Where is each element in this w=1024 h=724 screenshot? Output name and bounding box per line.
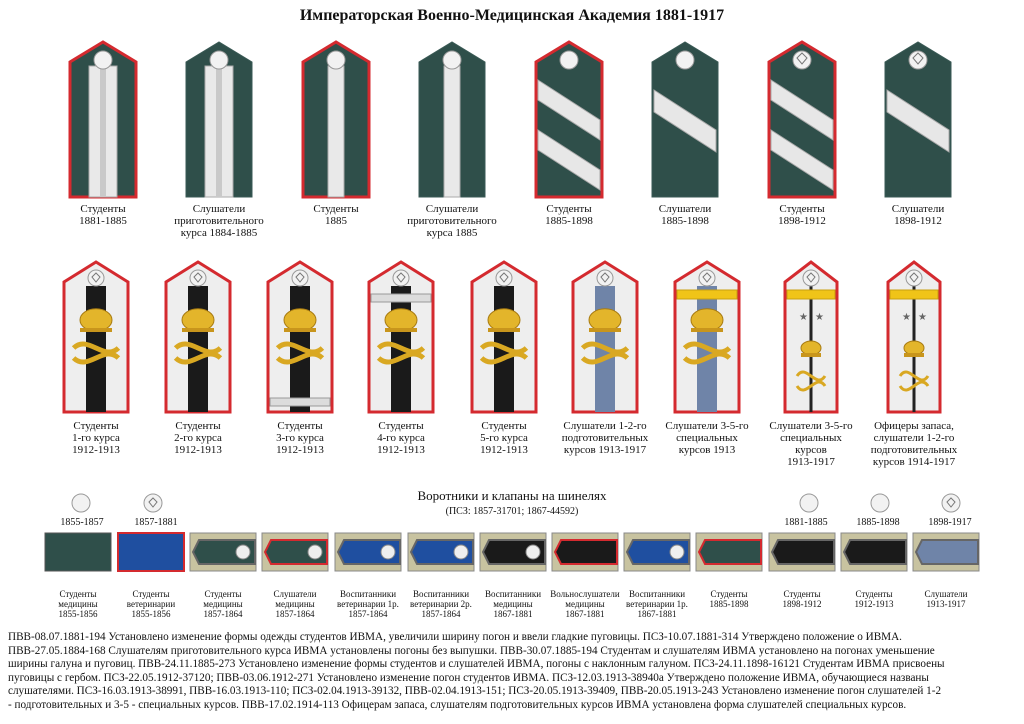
caption-line: 1912-1913 xyxy=(480,444,528,456)
board-caption xyxy=(645,420,769,456)
svg-text:★: ★ xyxy=(902,312,911,323)
collar-caption xyxy=(547,589,623,619)
shoulder-board xyxy=(301,40,371,199)
svg-text:★: ★ xyxy=(815,312,824,323)
collar-caption xyxy=(330,589,406,619)
shoulder-board xyxy=(534,40,604,199)
caption-line: 1885-1898 xyxy=(709,599,749,609)
caption-line: курсов 1913-1917 xyxy=(563,444,647,456)
caption-line: 1857-1864 xyxy=(275,609,315,619)
caption-line: 1898-1912 xyxy=(778,215,826,227)
collar-patch xyxy=(551,532,619,572)
shoulder-board xyxy=(68,40,138,199)
caption-line: Студенты xyxy=(80,203,126,215)
caption-line: Студенты xyxy=(779,203,825,215)
collar-caption xyxy=(185,589,261,619)
caption-line: 1857-1864 xyxy=(203,609,243,619)
shoulder-board xyxy=(184,40,254,199)
collar-caption xyxy=(764,589,840,609)
board-caption xyxy=(154,203,284,239)
caption-line: Студенты xyxy=(204,589,242,599)
collars-section-subtitle: (ПСЗ: 1857-31701; 1867-44592) xyxy=(445,506,579,517)
caption-line: 1867-1881 xyxy=(493,609,533,619)
caption-line: специальных xyxy=(780,432,842,444)
note-line: ширины галуна и пуговиц. ПВВ-24.11.1885-273 Установлено изменение формы студентов и слушателей ИВМА, погоны с наклонным галуном. ПСЗ-24.11.1898-16121 Студентам ИВМА присвоены xyxy=(8,658,945,670)
button-icon xyxy=(869,492,891,514)
note-line: - подготовительных и 3-5 - специальных курсов. ПВВ-17.02.1914-113 Офицерам запаса, слушателям подготовительных курсов ИВМА установлена форма слушателей специальных курсов. xyxy=(8,698,907,711)
board-caption xyxy=(387,203,517,239)
caption-line: слушатели 1-2-го xyxy=(873,432,955,444)
caption-line: медицины xyxy=(565,599,605,609)
board-caption xyxy=(620,203,750,227)
caption-line: Студенты xyxy=(710,589,748,599)
collar-patch xyxy=(407,532,475,572)
board-caption xyxy=(737,203,867,227)
collar-patch xyxy=(334,532,402,572)
collar-caption xyxy=(908,589,984,609)
caption-line: ветеринарии 1р. xyxy=(337,599,399,609)
caption-line: 1857-1864 xyxy=(348,609,388,619)
shoulder-board xyxy=(367,260,435,414)
caption-line: Вольнослушатели xyxy=(550,589,620,599)
board-caption xyxy=(271,203,401,227)
collar-patch xyxy=(189,532,257,572)
collar-patch xyxy=(695,532,763,572)
note-line: пуговицы с гербом. ПСЗ-22.05.1912-37120; ПВВ-03.06.1912-271 Установлено изменение погон студентов ИВМА. ПСЗ-12.03.1913-38940а Утверждено положение ИВМА, обучающиеся названы xyxy=(8,671,929,684)
collar-year-label: 1855-1857 xyxy=(60,517,104,528)
caption-line: 1867-1881 xyxy=(565,609,605,619)
collar-caption xyxy=(475,589,551,619)
collar-patch xyxy=(623,532,691,572)
caption-line: 4-го курса xyxy=(377,432,425,444)
caption-line: Офицеры запаса, xyxy=(874,420,954,432)
caption-line: 1881-1885 xyxy=(79,215,127,227)
board-caption xyxy=(504,203,634,227)
collar-year-label: 1898-1917 xyxy=(928,517,972,528)
caption-line: 1912-1913 xyxy=(377,444,425,456)
legislation-notes xyxy=(8,631,1018,712)
caption-line: курсов 1914-1917 xyxy=(872,456,956,468)
collar-caption xyxy=(619,589,695,619)
shoulder-board xyxy=(886,260,942,414)
collar-year-label: 1885-1898 xyxy=(856,517,900,528)
board-caption xyxy=(853,203,983,227)
caption-line: 1912-1913 xyxy=(276,444,324,456)
caption-line: Слушатели xyxy=(273,589,317,599)
caption-line: Студенты xyxy=(59,589,97,599)
caption-line: медицины xyxy=(58,599,98,609)
caption-line: приготовительного xyxy=(174,215,264,227)
caption-line: Слушатели xyxy=(924,589,968,599)
caption-line: Студенты xyxy=(132,589,170,599)
shoulder-board xyxy=(783,260,839,414)
caption-line: Студенты xyxy=(546,203,592,215)
caption-line: курсов xyxy=(795,444,827,456)
shoulder-board xyxy=(417,40,487,199)
caption-line: Слушатели xyxy=(192,203,246,215)
collar-year-label: 1857-1881 xyxy=(134,517,178,528)
shoulder-board xyxy=(883,40,953,199)
caption-line: Воспитанники xyxy=(484,589,542,599)
button-icon xyxy=(142,492,164,514)
caption-line: Воспитанники xyxy=(412,589,470,599)
collar-caption xyxy=(691,589,767,609)
caption-line: курса 1885 xyxy=(426,227,478,239)
caption-line: медицины xyxy=(203,599,243,609)
caption-line: Студенты xyxy=(783,589,821,599)
caption-line: Слушатели 1-2-го xyxy=(563,420,647,432)
caption-line: 5-го курса xyxy=(480,432,528,444)
caption-line: подготовительных xyxy=(561,432,649,444)
note-line: ПВВ-08.07.1881-194 Установлено изменение формы одежды студентов ИВМА, увеличили ширину погон и ввели гладкие пуговицы. ПСЗ-10.07.1881-314 Утверждено положение о ИВМА. xyxy=(8,631,902,643)
button-icon xyxy=(70,492,92,514)
caption-line: Воспитанники xyxy=(628,589,686,599)
shoulder-board xyxy=(650,40,720,199)
note-line: слушателями. ПСЗ-16.03.1913-38991, ПВВ-16.03.1913-110; ПСЗ-02.04.1913-39132, ПВВ-02.04.1913-151; ПСЗ-20.05.1913-39409, ПВВ-20.05.1913-243 Установлено изменение погон слушателей 1-2 xyxy=(8,685,942,697)
shoulder-board xyxy=(767,40,837,199)
caption-line: ветеринарии 2р. xyxy=(410,599,472,609)
caption-line: Студенты xyxy=(175,420,221,432)
caption-line: 2-го курса xyxy=(174,432,222,444)
collar-caption xyxy=(113,589,189,619)
collar-caption xyxy=(40,589,116,619)
svg-text:★: ★ xyxy=(799,312,808,323)
caption-line: 1898-1912 xyxy=(894,215,942,227)
caption-line: Студенты xyxy=(73,420,119,432)
button-icon xyxy=(798,492,820,514)
caption-line: Студенты xyxy=(378,420,424,432)
caption-line: 1885-1898 xyxy=(545,215,593,227)
caption-line: 1912-1913 xyxy=(854,599,894,609)
caption-line: ветеринарии xyxy=(126,599,176,609)
page-title: Императорская Военно-Медицинская Академия 1881-1917 xyxy=(299,7,725,24)
collar-patch xyxy=(479,532,547,572)
caption-line: ветеринарии 1р. xyxy=(626,599,688,609)
shoulder-board xyxy=(673,260,741,414)
shoulder-board xyxy=(470,260,538,414)
caption-line: 1898-1912 xyxy=(782,599,822,609)
caption-line: Слушатели 3-5-го xyxy=(665,420,749,432)
caption-line: специальных xyxy=(676,432,738,444)
shoulder-board xyxy=(266,260,334,414)
caption-line: Слушатели xyxy=(425,203,479,215)
caption-line: Воспитанники xyxy=(339,589,397,599)
caption-line: 1855-1856 xyxy=(58,609,98,619)
caption-line: Студенты xyxy=(855,589,893,599)
caption-line: 1912-1913 xyxy=(174,444,222,456)
collar-patch xyxy=(44,532,112,572)
caption-line: 1855-1856 xyxy=(131,609,171,619)
caption-line: Студенты xyxy=(277,420,323,432)
caption-line: медицины xyxy=(275,599,315,609)
caption-line: 1885-1898 xyxy=(661,215,709,227)
collar-caption xyxy=(836,589,912,609)
collars-section-title: Воротники и клапаны на шинелях xyxy=(417,488,607,503)
caption-line: 1867-1881 xyxy=(637,609,677,619)
caption-line: 1913-1917 xyxy=(926,599,966,609)
collar-patch xyxy=(768,532,836,572)
collar-patch xyxy=(117,532,185,572)
caption-line: 1913-1917 xyxy=(787,456,835,468)
caption-line: курса 1884-1885 xyxy=(180,227,258,239)
caption-line: 1912-1913 xyxy=(72,444,120,456)
collar-patch xyxy=(840,532,908,572)
collar-patch xyxy=(261,532,329,572)
caption-line: 1857-1864 xyxy=(421,609,461,619)
caption-line: 1885 xyxy=(325,215,347,227)
caption-line: приготовительного xyxy=(407,215,497,227)
board-caption xyxy=(858,420,970,468)
caption-line: Слушатели xyxy=(891,203,945,215)
caption-line: 1-го курса xyxy=(72,432,120,444)
collar-year-label: 1881-1885 xyxy=(784,517,828,528)
caption-line: медицины xyxy=(493,599,533,609)
caption-line: Слушатели xyxy=(658,203,712,215)
collar-caption xyxy=(403,589,479,619)
caption-line: 3-го курса xyxy=(276,432,324,444)
board-caption xyxy=(38,203,168,227)
collar-patch xyxy=(912,532,980,572)
shoulder-board xyxy=(164,260,232,414)
svg-text:★: ★ xyxy=(918,312,927,323)
caption-line: подготовительных xyxy=(870,444,958,456)
caption-line: Студенты xyxy=(481,420,527,432)
caption-line: Студенты xyxy=(313,203,359,215)
note-line: ПВВ-27.05.1884-168 Слушателям приготовительного курса ИВМА установлены погоны без выпушки. ПВВ-30.07.1885-194 Студентам и слушателям ИВМА установлено на погонах уменьшение xyxy=(8,644,935,657)
collar-caption xyxy=(257,589,333,619)
shoulder-board xyxy=(571,260,639,414)
caption-line: курсов 1913 xyxy=(678,444,736,456)
board-caption xyxy=(755,420,867,468)
shoulder-board xyxy=(62,260,130,414)
button-icon xyxy=(940,492,962,514)
caption-line: Слушатели 3-5-го xyxy=(769,420,853,432)
